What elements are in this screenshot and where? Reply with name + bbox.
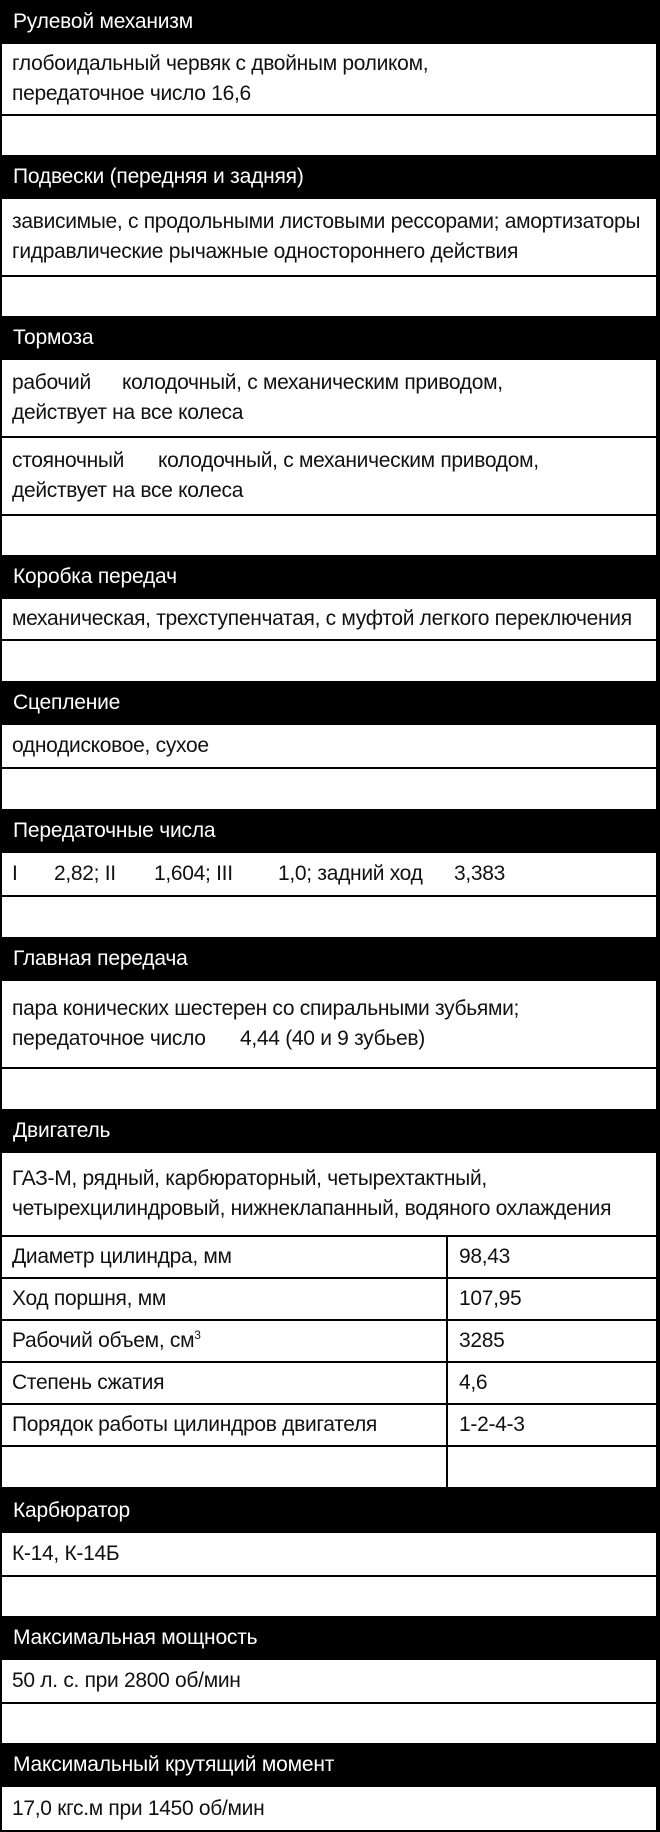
spec-value: 1-2-4-3 bbox=[459, 1413, 525, 1436]
table-row bbox=[2, 1279, 656, 1318]
gear-label: I bbox=[12, 862, 18, 885]
text-line: действует на все колеса bbox=[12, 479, 244, 502]
spec-key: Диаметр цилиндра, мм bbox=[12, 1245, 232, 1268]
spec-key: Степень сжатия bbox=[12, 1371, 165, 1394]
brake-label: рабочий bbox=[12, 371, 91, 394]
spec-key: Ход поршня, мм bbox=[12, 1287, 166, 1310]
section-header-clutch: Сцепление bbox=[0, 681, 660, 725]
brake-label: стояночный bbox=[12, 449, 125, 472]
row-divider bbox=[2, 1445, 656, 1447]
spec-key: Порядок работы цилиндров двигателя bbox=[12, 1413, 377, 1436]
ratio-label: передаточное число bbox=[12, 1027, 206, 1050]
brake-desc: колодочный, с механическим приводом, bbox=[122, 371, 503, 394]
text-line: действует на все колеса bbox=[12, 401, 244, 424]
text-line: зависимые, с продольными листовыми рессорами; амортизаторы bbox=[12, 210, 641, 233]
brake-parking bbox=[2, 438, 656, 514]
section-body-engine bbox=[2, 1153, 656, 1235]
text-line: механическая, трехступенчатая, с муфтой легкого переключения bbox=[12, 607, 632, 630]
table-row bbox=[2, 1321, 656, 1360]
section-header-gear-ratios: Передаточные числа bbox=[0, 809, 660, 853]
gear-ratio: 3,383 bbox=[454, 862, 506, 885]
section-header-final-drive: Главная передача bbox=[0, 937, 660, 981]
section-body-suspension bbox=[2, 199, 656, 275]
section-header-max-power: Максимальная мощность bbox=[0, 1616, 660, 1660]
table-row bbox=[2, 1363, 656, 1402]
spec-value: 98,43 bbox=[459, 1245, 511, 1268]
text-line: ГАЗ-М, рядный, карбюраторный, четырехтактный, bbox=[12, 1167, 487, 1190]
spec-key-text: Рабочий объем, см bbox=[12, 1329, 195, 1352]
empty-row bbox=[2, 1069, 656, 1109]
spec-key bbox=[12, 1321, 201, 1360]
section-header-engine: Двигатель bbox=[0, 1109, 660, 1153]
table-row bbox=[2, 1237, 656, 1276]
gear-ratio: 1,604; III bbox=[154, 862, 233, 885]
text-line: К-14, К-14Б bbox=[12, 1542, 120, 1565]
section-header-gearbox: Коробка передач bbox=[0, 555, 660, 599]
section-header-max-torque: Максимальный крутящий момент bbox=[0, 1743, 660, 1787]
section-header-suspension: Подвески (передняя и задняя) bbox=[0, 155, 660, 199]
empty-row bbox=[2, 897, 656, 937]
row-divider bbox=[2, 1277, 656, 1279]
gear-ratio: 1,0; задний ход bbox=[278, 862, 423, 885]
row-divider bbox=[2, 1319, 656, 1321]
engine-spec-table bbox=[2, 1237, 656, 1487]
empty-row bbox=[2, 769, 656, 809]
row-divider bbox=[2, 1403, 656, 1405]
text-line: пара конических шестерен со спиральными зубьями; bbox=[12, 997, 520, 1020]
text-line: гидравлические рычажные одностороннего действия bbox=[12, 240, 519, 263]
text-line bbox=[12, 1024, 646, 1054]
section-body-max-power bbox=[2, 1660, 656, 1702]
brake-service bbox=[2, 360, 656, 436]
text-line: передаточное число 16,6 bbox=[12, 82, 251, 105]
section-body-gearbox bbox=[2, 599, 656, 639]
empty-row bbox=[2, 1704, 656, 1743]
section-body-carburetor bbox=[2, 1533, 656, 1575]
text-line bbox=[12, 368, 646, 398]
superscript: 3 bbox=[194, 1328, 201, 1342]
gear-ratio: 2,82; II bbox=[54, 862, 116, 885]
brake-desc: колодочный, с механическим приводом, bbox=[158, 449, 539, 472]
section-body-max-torque bbox=[2, 1787, 656, 1830]
section-body-gear-ratios bbox=[2, 853, 656, 895]
section-body-clutch bbox=[2, 725, 656, 767]
spec-value: 4,6 bbox=[459, 1371, 488, 1394]
section-body-final-drive bbox=[2, 981, 656, 1067]
text-line: четырехцилиндровый, нижнеклапанный, водяного охлаждения bbox=[12, 1197, 612, 1220]
spec-value: 3285 bbox=[459, 1329, 505, 1352]
ratio-value: 4,44 (40 и 9 зубьев) bbox=[240, 1027, 425, 1050]
section-header-carburetor: Карбюратор bbox=[0, 1489, 660, 1533]
row-divider bbox=[2, 1361, 656, 1363]
section-header-brakes: Тормоза bbox=[0, 316, 660, 360]
text-line: однодисковое, сухое bbox=[12, 734, 209, 757]
spec-value: 107,95 bbox=[459, 1287, 522, 1310]
empty-row bbox=[2, 641, 656, 681]
table-row bbox=[2, 1405, 656, 1444]
text-line: глобоидальный червяк с двойным роликом, bbox=[12, 52, 429, 75]
section-body-steering bbox=[2, 44, 656, 114]
text-line bbox=[12, 859, 646, 889]
text-line: 17,0 кгс.м при 1450 об/мин bbox=[12, 1796, 265, 1820]
table-row bbox=[2, 1447, 656, 1486]
empty-row bbox=[2, 1577, 656, 1616]
empty-row bbox=[2, 116, 656, 155]
column-divider bbox=[446, 1237, 448, 1487]
section-header-steering: Рулевой механизм bbox=[0, 0, 660, 44]
empty-row bbox=[2, 516, 656, 555]
empty-row bbox=[2, 277, 656, 316]
text-line bbox=[12, 446, 646, 476]
text-line: 50 л. с. при 2800 об/мин bbox=[12, 1669, 241, 1692]
